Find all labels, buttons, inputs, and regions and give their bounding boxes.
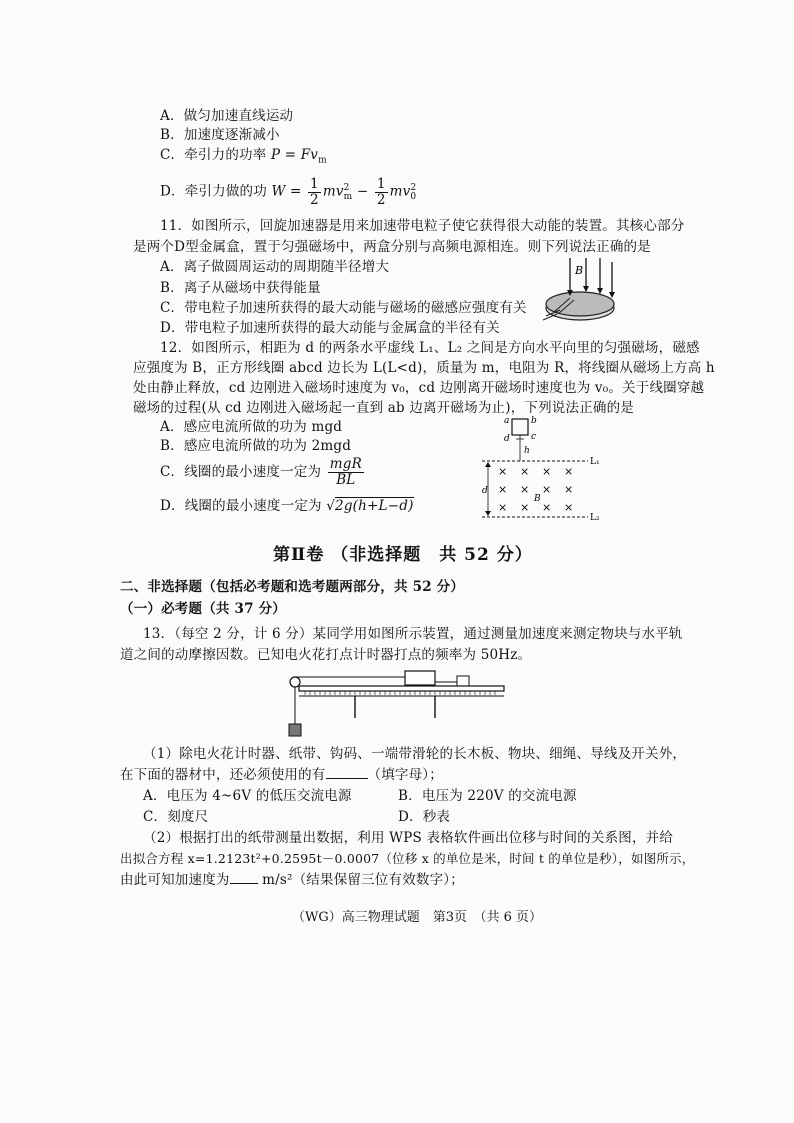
q10-option-d-frac2: $\frac{1}{2}$ xyxy=(376,175,386,208)
page-footer: （WG）高三物理试题 第3页 （共 6 页） xyxy=(292,910,543,925)
q10-option-a: A．做匀加速直线运动 xyxy=(160,108,294,124)
svg-text:h: h xyxy=(524,446,530,456)
q10-option-c-sub: m xyxy=(318,155,327,166)
q12-option-a: A．感应电流所做的功为 mgd xyxy=(160,419,343,435)
q13-answer-blank-1[interactable] xyxy=(326,778,368,779)
q10-option-c-formula: P = Fv xyxy=(270,147,319,163)
svg-text:×: × xyxy=(520,501,530,514)
magnetic-field-figure xyxy=(470,415,610,525)
q11-option-c: C．带电粒子加速所获得的最大动能与磁场的磁感应强度有关 xyxy=(160,300,527,316)
svg-text:c: c xyxy=(531,432,537,442)
spark-timer xyxy=(457,676,469,686)
q13-option-d: D．秒表 xyxy=(398,809,451,825)
q10-option-c xyxy=(160,146,327,170)
long-board xyxy=(299,686,504,691)
cyclotron-field-label: B xyxy=(575,264,584,277)
q11-option-a: A．离子做圆周运动的周期随半径增大 xyxy=(160,259,390,275)
svg-text:d: d xyxy=(504,434,510,444)
section2-header: 二、非选择题（包括必考题和选考题两部分，共 52 分） xyxy=(120,579,465,595)
svg-text:×: × xyxy=(520,465,530,478)
hook-weight xyxy=(289,724,301,736)
svg-text:×: × xyxy=(564,501,574,514)
svg-text:×: × xyxy=(564,483,574,496)
q13-stem-line2: 道之间的动摩擦因数。已知电火花打点计时器打点的频率为 50Hz。 xyxy=(120,647,532,663)
q12-option-d xyxy=(160,497,414,515)
q11-option-b: B．离子从磁场中获得能量 xyxy=(160,280,321,296)
q12-stem-line2: 应强度为 B，正方形线圈 abcd 边长为 L(L<d)，质量为 m，电阻为 R，将线圈从磁场上方高 h xyxy=(133,360,715,376)
q11-stem-line2: 是两个D型金属盒，置于匀强磁场中，两盒分别与高频电源相连。则下列说法正确的是 xyxy=(133,239,651,255)
svg-text:×: × xyxy=(542,501,552,514)
q13-option-b: B．电压为 220V 的交流电源 xyxy=(398,788,577,804)
subsection-required: （一）必考题（共 37 分） xyxy=(120,601,286,617)
svg-text:×: × xyxy=(498,465,508,478)
q13-part2-line2: 出拟合方程 x=1.2123t²+0.2595t－0.0007（位移 x 的单位是米，时间 t 的单位是秒），如图所示， xyxy=(120,851,695,866)
svg-text:d: d xyxy=(482,486,488,496)
apparatus-figure xyxy=(285,664,510,742)
q11-option-d: D．带电粒子加速所获得的最大动能与金属盒的半径有关 xyxy=(160,320,500,336)
q10-option-d-frac1: $\frac{1}{2}$ xyxy=(310,175,319,208)
svg-text:×: × xyxy=(542,465,552,478)
svg-text:L₂: L₂ xyxy=(590,513,600,523)
q13-answer-blank-2[interactable] xyxy=(230,883,258,884)
q13-stem-line1: 13．（每空 2 分，计 6 分）某同学用如图所示装置，通过测量加速度来测定物块与水平轨 xyxy=(143,626,683,642)
q13-part1-line2: 在下面的器材中，还必须使用的有 （填字母）； xyxy=(120,767,443,783)
q12-option-c-frac: $\frac{\text{mgR}}{BL}$ xyxy=(329,456,362,488)
svg-text:a: a xyxy=(504,416,510,426)
block xyxy=(405,671,435,685)
q13-part1-line1: （1）除电火花计时器、纸带、钩码、一端带滑轮的长木板、物块、细绳、导线及开关外， xyxy=(143,746,687,762)
q12-option-c-text: C．线圈的最小速度一定为 xyxy=(160,464,322,480)
field-crosses xyxy=(498,465,573,514)
q12-stem-line3: 处由静止释放，cd 边刚进入磁场时速度为 v₀，cd 边刚离开磁场时速度也为 v₀。关于线圈穿越 xyxy=(133,380,705,396)
q10-option-d-term2: mv xyxy=(389,183,411,200)
q13-part2-line1: （2）根据打出的纸带测量出数据，利用 WPS 表格软件画出位移与时间的关系图，并给 xyxy=(143,830,674,846)
q10-option-c-text: C．牵引力的功率 xyxy=(160,147,267,163)
q12-option-d-radicand: 2g(h+L−d) xyxy=(335,498,414,514)
q10-option-b: B．加速度逐渐减小 xyxy=(160,127,280,143)
q11-stem-line1: 11．如图所示，回旋加速器是用来加速带电粒子使它获得很大动能的装置。其核心部分 xyxy=(160,218,685,234)
part2-title: 第Ⅱ卷 （非选择题 共 52 分） xyxy=(273,545,533,565)
q10-option-d-lhs: W = xyxy=(271,183,302,200)
svg-text:×: × xyxy=(564,465,574,478)
square-coil xyxy=(512,419,528,435)
q10-option-d-minus: − xyxy=(356,183,369,200)
q10-option-d-term1: mv xyxy=(322,183,344,200)
cyclotron-figure xyxy=(540,258,620,330)
svg-text:×: × xyxy=(498,501,508,514)
svg-text:b: b xyxy=(531,416,537,426)
q12-stem-line4: 磁场的过程(从 cd 边刚进入磁场起一直到 ab 边离开磁场为止)，下列说法正确的是 xyxy=(133,400,634,416)
svg-text:×: × xyxy=(520,483,530,496)
svg-text:×: × xyxy=(498,483,508,496)
svg-text:×: × xyxy=(542,483,552,496)
q13-option-c: C．刻度尺 xyxy=(143,809,209,825)
q13-option-a: A．电压为 4~6V 的低压交流电源 xyxy=(143,788,352,804)
q13-part2-line3: 由此可知加速度为 m/s²（结果保留三位有效数字）； xyxy=(120,872,464,888)
q12-stem-line1: 12．如图所示，相距为 d 的两条水平虚线 L₁、L₂ 之间是方向水平向里的匀强磁场，磁感 xyxy=(160,340,700,356)
q12-option-b: B．感应电流所做的功为 2mgd xyxy=(160,438,352,454)
q10-option-d: D．牵引力做的功 W = $\frac{1}{2}$ $mv^2_m$ − $\frac{1}{2}$ $mv^2_0$ xyxy=(160,175,417,208)
q12-option-c xyxy=(160,456,366,488)
q12-option-d-text: D．线圈的最小速度一定为 xyxy=(160,498,322,514)
svg-text:B: B xyxy=(534,494,541,504)
svg-text:L₁: L₁ xyxy=(590,457,600,467)
sqrt-symbol: √ xyxy=(326,498,336,514)
q10-option-d-text: D．牵引力做的功 xyxy=(160,183,267,200)
